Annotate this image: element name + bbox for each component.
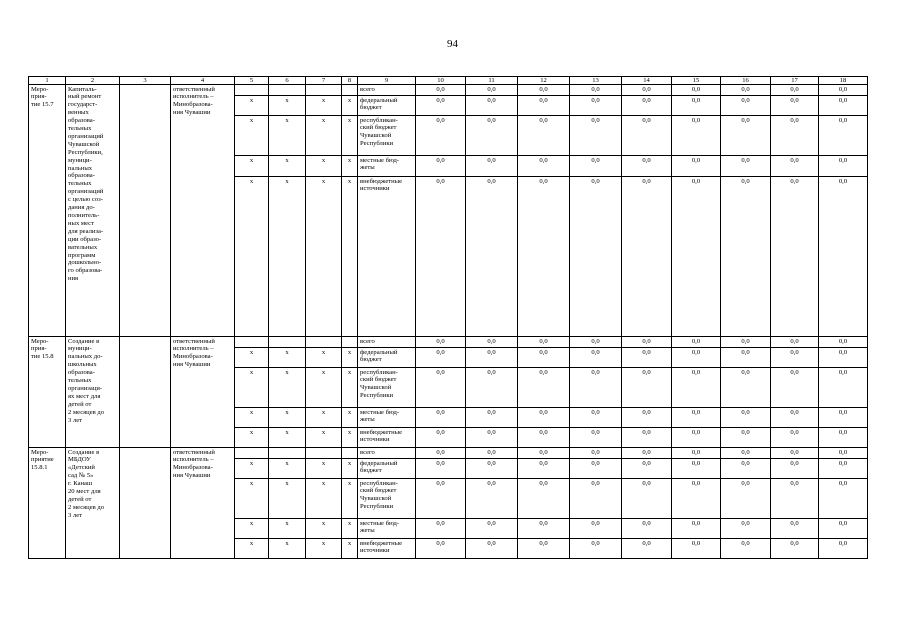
value-cell: 0,0 — [622, 519, 672, 539]
value-cell: 0,0 — [570, 337, 622, 348]
value-cell: 0,0 — [518, 96, 570, 116]
code-cell: x — [342, 156, 358, 177]
value-cell: 0,0 — [721, 116, 771, 156]
column-number: 1 — [29, 77, 66, 85]
code-cell: x — [269, 368, 306, 408]
value-cell: 0,0 — [416, 348, 466, 368]
value-cell: 0,0 — [721, 337, 771, 348]
value-cell: 0,0 — [416, 519, 466, 539]
value-cell: 0,0 — [518, 479, 570, 519]
value-cell: 0,0 — [416, 177, 466, 337]
value-cell: 0,0 — [819, 177, 868, 337]
value-cell: 0,0 — [819, 156, 868, 177]
code-cell: x — [306, 539, 342, 559]
value-cell: 0,0 — [771, 337, 819, 348]
value-cell: 0,0 — [416, 479, 466, 519]
value-cell: 0,0 — [466, 459, 518, 479]
value-cell: 0,0 — [721, 408, 771, 428]
code-cell: x — [306, 156, 342, 177]
value-cell: 0,0 — [622, 116, 672, 156]
table-row — [29, 448, 868, 459]
funding-source: федеральный бюджет — [358, 459, 416, 479]
value-cell: 0,0 — [622, 348, 672, 368]
column-number: 11 — [466, 77, 518, 85]
code-cell: x — [269, 539, 306, 559]
value-cell: 0,0 — [466, 337, 518, 348]
value-cell: 0,0 — [721, 368, 771, 408]
funding-source: всего — [358, 85, 416, 96]
value-cell: 0,0 — [570, 479, 622, 519]
value-cell: 0,0 — [622, 539, 672, 559]
value-cell: 0,0 — [721, 85, 771, 96]
column-number: 7 — [306, 77, 342, 85]
measure-description: Капиталь- ный ремонт государст- венных образова- тельных организаций Чувашской Республики, муници- пальных образова- тельных организаций с целью соз- дания до- полнитель- ных мест для реализа- ции образо- вательных программ дошкольно- го образова- ния — [66, 85, 120, 337]
measure-name: Меро- прия- тие 15.7 — [29, 85, 66, 337]
value-cell: 0,0 — [570, 428, 622, 448]
code-cell — [269, 85, 306, 96]
value-cell: 0,0 — [570, 156, 622, 177]
value-cell: 0,0 — [819, 116, 868, 156]
code-cell: x — [235, 519, 269, 539]
code-cell: x — [342, 96, 358, 116]
value-cell: 0,0 — [518, 408, 570, 428]
value-cell: 0,0 — [416, 428, 466, 448]
code-cell: x — [306, 177, 342, 337]
code-cell: x — [269, 479, 306, 519]
value-cell: 0,0 — [819, 519, 868, 539]
value-cell: 0,0 — [672, 116, 721, 156]
value-cell: 0,0 — [721, 96, 771, 116]
value-cell: 0,0 — [466, 519, 518, 539]
value-cell: 0,0 — [518, 539, 570, 559]
value-cell: 0,0 — [466, 408, 518, 428]
value-cell: 0,0 — [466, 368, 518, 408]
column-number: 3 — [120, 77, 171, 85]
value-cell: 0,0 — [672, 368, 721, 408]
code-cell: x — [269, 428, 306, 448]
code-cell: x — [235, 156, 269, 177]
value-cell: 0,0 — [721, 519, 771, 539]
value-cell: 0,0 — [466, 96, 518, 116]
value-cell: 0,0 — [416, 368, 466, 408]
value-cell: 0,0 — [672, 337, 721, 348]
executor-cell: ответственный исполнитель – Минобразова- ния Чувашии — [171, 337, 235, 448]
column-number: 9 — [358, 77, 416, 85]
page-number: 94 — [447, 38, 458, 50]
value-cell: 0,0 — [672, 428, 721, 448]
value-cell: 0,0 — [771, 85, 819, 96]
code-cell: x — [306, 408, 342, 428]
value-cell: 0,0 — [518, 459, 570, 479]
value-cell: 0,0 — [518, 348, 570, 368]
empty-cell — [120, 85, 171, 337]
code-cell: x — [306, 348, 342, 368]
code-cell: x — [342, 177, 358, 337]
value-cell: 0,0 — [819, 539, 868, 559]
value-cell: 0,0 — [771, 348, 819, 368]
value-cell: 0,0 — [570, 519, 622, 539]
value-cell: 0,0 — [466, 348, 518, 368]
code-cell: x — [342, 459, 358, 479]
value-cell: 0,0 — [416, 448, 466, 459]
measure-description: Создание в муници- пальных до- школьных образова- тельных организаци- ях мест для детей от 2 месяцев до 3 лет — [66, 337, 120, 448]
code-cell — [342, 448, 358, 459]
funding-source: республикан- ский бюджет Чувашской Республики — [358, 116, 416, 156]
code-cell: x — [235, 459, 269, 479]
code-cell — [235, 448, 269, 459]
value-cell: 0,0 — [771, 116, 819, 156]
value-cell: 0,0 — [570, 408, 622, 428]
code-cell: x — [342, 116, 358, 156]
value-cell: 0,0 — [672, 177, 721, 337]
value-cell: 0,0 — [622, 156, 672, 177]
column-number: 17 — [771, 77, 819, 85]
value-cell: 0,0 — [819, 337, 868, 348]
code-cell: x — [269, 408, 306, 428]
column-number: 18 — [819, 77, 868, 85]
value-cell: 0,0 — [466, 539, 518, 559]
value-cell: 0,0 — [771, 459, 819, 479]
value-cell: 0,0 — [518, 337, 570, 348]
funding-source: федеральный бюджет — [358, 348, 416, 368]
code-cell: x — [342, 368, 358, 408]
value-cell: 0,0 — [771, 368, 819, 408]
value-cell: 0,0 — [771, 96, 819, 116]
value-cell: 0,0 — [466, 448, 518, 459]
code-cell — [269, 337, 306, 348]
executor-cell: ответственный исполнитель – Минобразова- ния Чувашии — [171, 85, 235, 337]
value-cell: 0,0 — [570, 96, 622, 116]
value-cell: 0,0 — [771, 448, 819, 459]
value-cell: 0,0 — [721, 428, 771, 448]
value-cell: 0,0 — [819, 428, 868, 448]
code-cell: x — [235, 116, 269, 156]
value-cell: 0,0 — [622, 337, 672, 348]
column-number: 5 — [235, 77, 269, 85]
value-cell: 0,0 — [622, 448, 672, 459]
value-cell: 0,0 — [721, 348, 771, 368]
value-cell: 0,0 — [570, 368, 622, 408]
value-cell: 0,0 — [570, 177, 622, 337]
column-number: 12 — [518, 77, 570, 85]
value-cell: 0,0 — [466, 156, 518, 177]
value-cell: 0,0 — [721, 539, 771, 559]
code-cell — [342, 337, 358, 348]
value-cell: 0,0 — [819, 348, 868, 368]
code-cell: x — [342, 348, 358, 368]
code-cell: x — [269, 177, 306, 337]
value-cell: 0,0 — [570, 348, 622, 368]
code-cell: x — [235, 348, 269, 368]
table-row — [29, 85, 868, 96]
code-cell — [306, 448, 342, 459]
value-cell: 0,0 — [672, 539, 721, 559]
value-cell: 0,0 — [819, 85, 868, 96]
value-cell: 0,0 — [771, 428, 819, 448]
value-cell: 0,0 — [771, 479, 819, 519]
value-cell: 0,0 — [721, 459, 771, 479]
value-cell: 0,0 — [721, 448, 771, 459]
value-cell: 0,0 — [672, 459, 721, 479]
value-cell: 0,0 — [570, 116, 622, 156]
value-cell: 0,0 — [771, 539, 819, 559]
value-cell: 0,0 — [622, 96, 672, 116]
value-cell: 0,0 — [416, 337, 466, 348]
column-number: 13 — [570, 77, 622, 85]
code-cell: x — [306, 96, 342, 116]
funding-source: внебюджетные источники — [358, 539, 416, 559]
value-cell: 0,0 — [570, 459, 622, 479]
code-cell: x — [306, 368, 342, 408]
code-cell: x — [342, 539, 358, 559]
code-cell: x — [269, 116, 306, 156]
code-cell: x — [342, 408, 358, 428]
empty-cell — [120, 448, 171, 559]
code-cell — [306, 85, 342, 96]
funding-source: федеральный бюджет — [358, 96, 416, 116]
column-number: 8 — [342, 77, 358, 85]
value-cell: 0,0 — [570, 448, 622, 459]
funding-source: республикан- ский бюджет Чувашской Республики — [358, 368, 416, 408]
value-cell: 0,0 — [672, 519, 721, 539]
code-cell: x — [306, 479, 342, 519]
code-cell: x — [342, 428, 358, 448]
value-cell: 0,0 — [416, 539, 466, 559]
code-cell: x — [235, 539, 269, 559]
value-cell: 0,0 — [518, 156, 570, 177]
value-cell: 0,0 — [622, 459, 672, 479]
code-cell — [269, 448, 306, 459]
value-cell: 0,0 — [622, 479, 672, 519]
value-cell: 0,0 — [518, 116, 570, 156]
measure-name: Меро- прия- тие 15.8 — [29, 337, 66, 448]
value-cell: 0,0 — [570, 85, 622, 96]
code-cell: x — [235, 428, 269, 448]
value-cell: 0,0 — [819, 96, 868, 116]
value-cell: 0,0 — [771, 519, 819, 539]
code-cell: x — [342, 519, 358, 539]
code-cell: x — [306, 428, 342, 448]
code-cell: x — [235, 96, 269, 116]
funding-source: внебюджетные источники — [358, 428, 416, 448]
value-cell: 0,0 — [771, 177, 819, 337]
code-cell — [342, 85, 358, 96]
funding-source: местные бюд- жеты — [358, 408, 416, 428]
column-number: 16 — [721, 77, 771, 85]
value-cell: 0,0 — [416, 459, 466, 479]
code-cell: x — [269, 96, 306, 116]
code-cell: x — [269, 156, 306, 177]
value-cell: 0,0 — [721, 177, 771, 337]
funding-source: внебюджетные источники — [358, 177, 416, 337]
column-number: 10 — [416, 77, 466, 85]
value-cell: 0,0 — [416, 96, 466, 116]
code-cell: x — [269, 459, 306, 479]
value-cell: 0,0 — [570, 539, 622, 559]
code-cell: x — [269, 519, 306, 539]
empty-cell — [120, 337, 171, 448]
value-cell: 0,0 — [518, 428, 570, 448]
funding-source: местные бюд- жеты — [358, 519, 416, 539]
column-number: 15 — [672, 77, 721, 85]
code-cell: x — [306, 519, 342, 539]
value-cell: 0,0 — [819, 448, 868, 459]
value-cell: 0,0 — [819, 459, 868, 479]
code-cell: x — [306, 459, 342, 479]
value-cell: 0,0 — [466, 428, 518, 448]
code-cell — [235, 85, 269, 96]
value-cell: 0,0 — [672, 348, 721, 368]
value-cell: 0,0 — [466, 116, 518, 156]
value-cell: 0,0 — [466, 85, 518, 96]
value-cell: 0,0 — [416, 116, 466, 156]
column-number: 4 — [171, 77, 235, 85]
table-row — [29, 337, 868, 348]
value-cell: 0,0 — [466, 177, 518, 337]
code-cell: x — [306, 116, 342, 156]
column-number: 2 — [66, 77, 120, 85]
value-cell: 0,0 — [672, 85, 721, 96]
funding-source: всего — [358, 337, 416, 348]
value-cell: 0,0 — [672, 479, 721, 519]
measure-name: Меро- приятие 15.8.1 — [29, 448, 66, 559]
value-cell: 0,0 — [518, 448, 570, 459]
budget-table — [28, 76, 868, 559]
value-cell: 0,0 — [819, 368, 868, 408]
value-cell: 0,0 — [819, 479, 868, 519]
code-cell: x — [235, 408, 269, 428]
executor-cell: ответственный исполнитель – Минобразова- ния Чувашии — [171, 448, 235, 559]
value-cell: 0,0 — [771, 408, 819, 428]
code-cell — [306, 337, 342, 348]
value-cell: 0,0 — [721, 156, 771, 177]
value-cell: 0,0 — [622, 177, 672, 337]
column-number: 14 — [622, 77, 672, 85]
code-cell: x — [235, 479, 269, 519]
value-cell: 0,0 — [518, 519, 570, 539]
value-cell: 0,0 — [672, 408, 721, 428]
funding-source: всего — [358, 448, 416, 459]
value-cell: 0,0 — [416, 408, 466, 428]
funding-source: местные бюд- жеты — [358, 156, 416, 177]
value-cell: 0,0 — [518, 368, 570, 408]
column-number: 6 — [269, 77, 306, 85]
value-cell: 0,0 — [819, 408, 868, 428]
code-cell: x — [235, 368, 269, 408]
value-cell: 0,0 — [622, 368, 672, 408]
value-cell: 0,0 — [672, 156, 721, 177]
column-number-row — [29, 77, 868, 85]
value-cell: 0,0 — [672, 96, 721, 116]
value-cell: 0,0 — [416, 85, 466, 96]
code-cell: x — [269, 348, 306, 368]
value-cell: 0,0 — [518, 85, 570, 96]
value-cell: 0,0 — [672, 448, 721, 459]
value-cell: 0,0 — [622, 85, 672, 96]
funding-source: республикан- ский бюджет Чувашской Республики — [358, 479, 416, 519]
code-cell: x — [235, 177, 269, 337]
value-cell: 0,0 — [622, 428, 672, 448]
code-cell: x — [342, 479, 358, 519]
value-cell: 0,0 — [518, 177, 570, 337]
value-cell: 0,0 — [721, 479, 771, 519]
value-cell: 0,0 — [416, 156, 466, 177]
value-cell: 0,0 — [622, 408, 672, 428]
measure-description: Создание в МБДОУ «Детский сад № 5» г. Канаш 20 мест для детей от 2 месяцев до 3 лет — [66, 448, 120, 559]
value-cell: 0,0 — [466, 479, 518, 519]
code-cell — [235, 337, 269, 348]
value-cell: 0,0 — [771, 156, 819, 177]
